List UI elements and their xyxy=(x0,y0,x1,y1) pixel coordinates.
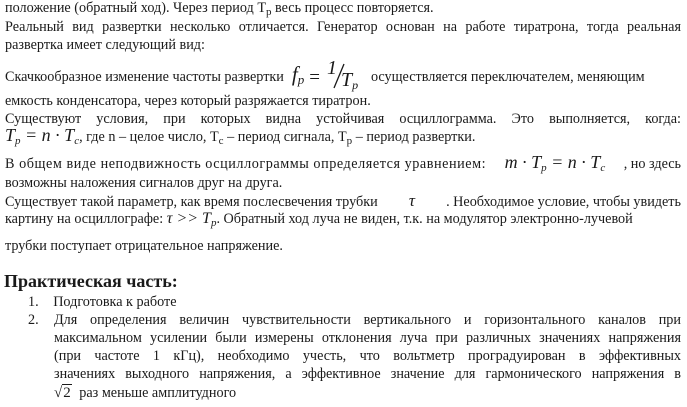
paragraph-line: возможны наложения сигналов друг на друга. xyxy=(5,175,283,191)
text: положение (обратный ход). Через период Т xyxy=(5,0,266,16)
text: осуществляется переключателем, меняющим xyxy=(370,68,645,85)
paragraph-line: трубки поступает отрицательное напряжение. xyxy=(5,238,283,254)
text: Скачкообразное изменение частоты развертки xyxy=(5,68,284,85)
paragraph-line: Реальный вид развертки несколько отличается. Генератор основан на работе тиратрона, тогда реальная xyxy=(5,19,681,35)
list-text-line xyxy=(54,385,236,402)
text: , где n – целое число, Т xyxy=(79,129,219,145)
subscript: р xyxy=(265,6,272,18)
formula-line xyxy=(5,57,681,92)
list-text: Подготовка к работе xyxy=(53,294,177,310)
text: . Обратный ход луча не виден, т.к. на модулятор электронно-лучевой xyxy=(216,211,633,227)
list-number: 2. xyxy=(28,312,39,328)
paragraph-line: емкость конденсатора, через который разряжается тиратрон. xyxy=(5,93,371,109)
paragraph-line: развертка имеет следующий вид: xyxy=(5,37,205,53)
formula-line xyxy=(5,154,681,177)
text: , но здесь xyxy=(623,156,681,172)
formula-tp-ntc: $T_p = n \cdot T_c$ xyxy=(5,125,80,147)
list-text-line: значениях выходного напряжения, а эффективное значение для гармонического напряжения в xyxy=(54,366,681,382)
formula-tau-gg-tp: $\tau >> T_p$ xyxy=(166,210,217,229)
paragraph-line xyxy=(5,0,434,21)
formula-f-p: $f_p$ xyxy=(291,62,305,87)
list-text-line: максимальном усилении были измерены отклонения луча при различных значениях напряжения xyxy=(54,330,681,346)
list-item xyxy=(28,294,177,311)
section-heading: Практическая часть: xyxy=(4,271,178,291)
list-number: 1. xyxy=(28,294,39,310)
paragraph-line: Существуют условия, при которых видна устойчивая осциллограмма. Это выполняется, когда: xyxy=(5,111,681,127)
equals-sign: = xyxy=(309,66,320,88)
subscript: с xyxy=(218,135,224,147)
formula-line xyxy=(5,127,475,150)
text: – период сигнала, Т xyxy=(223,129,347,145)
fraction-1-over-Tp: 1 $T_p$ xyxy=(326,57,359,92)
formula-line xyxy=(5,210,633,232)
text: – период развертки. xyxy=(352,129,476,145)
list-item xyxy=(28,312,681,329)
text: картину на осциллографе: xyxy=(5,211,164,227)
paragraph-line xyxy=(5,192,681,211)
text: В общем виде неподвижность осциллограммы определяется уравнением: xyxy=(5,156,487,172)
list-text-line: (при частоте 1 кГц), необходимо учесть, что вольтметр проградуирован в эффективных xyxy=(54,348,681,364)
text: весь процесс повторяется. xyxy=(271,0,434,16)
tau-symbol: τ xyxy=(408,191,415,210)
list-text: Для определения величин чувствительности вертикального и горизонтального каналов при xyxy=(54,312,681,328)
subscript: р xyxy=(346,135,353,147)
formula-m-tp-n-tc: $m \cdot T_p = n \cdot T_c$ xyxy=(504,152,606,174)
text: . Необходимое условие, чтобы увидеть xyxy=(446,194,681,210)
text: Существует такой параметр, как время послесвечения трубки xyxy=(5,194,378,210)
text: раз меньше амплитудного xyxy=(79,385,237,401)
sqrt-symbol: √2 xyxy=(54,385,71,401)
